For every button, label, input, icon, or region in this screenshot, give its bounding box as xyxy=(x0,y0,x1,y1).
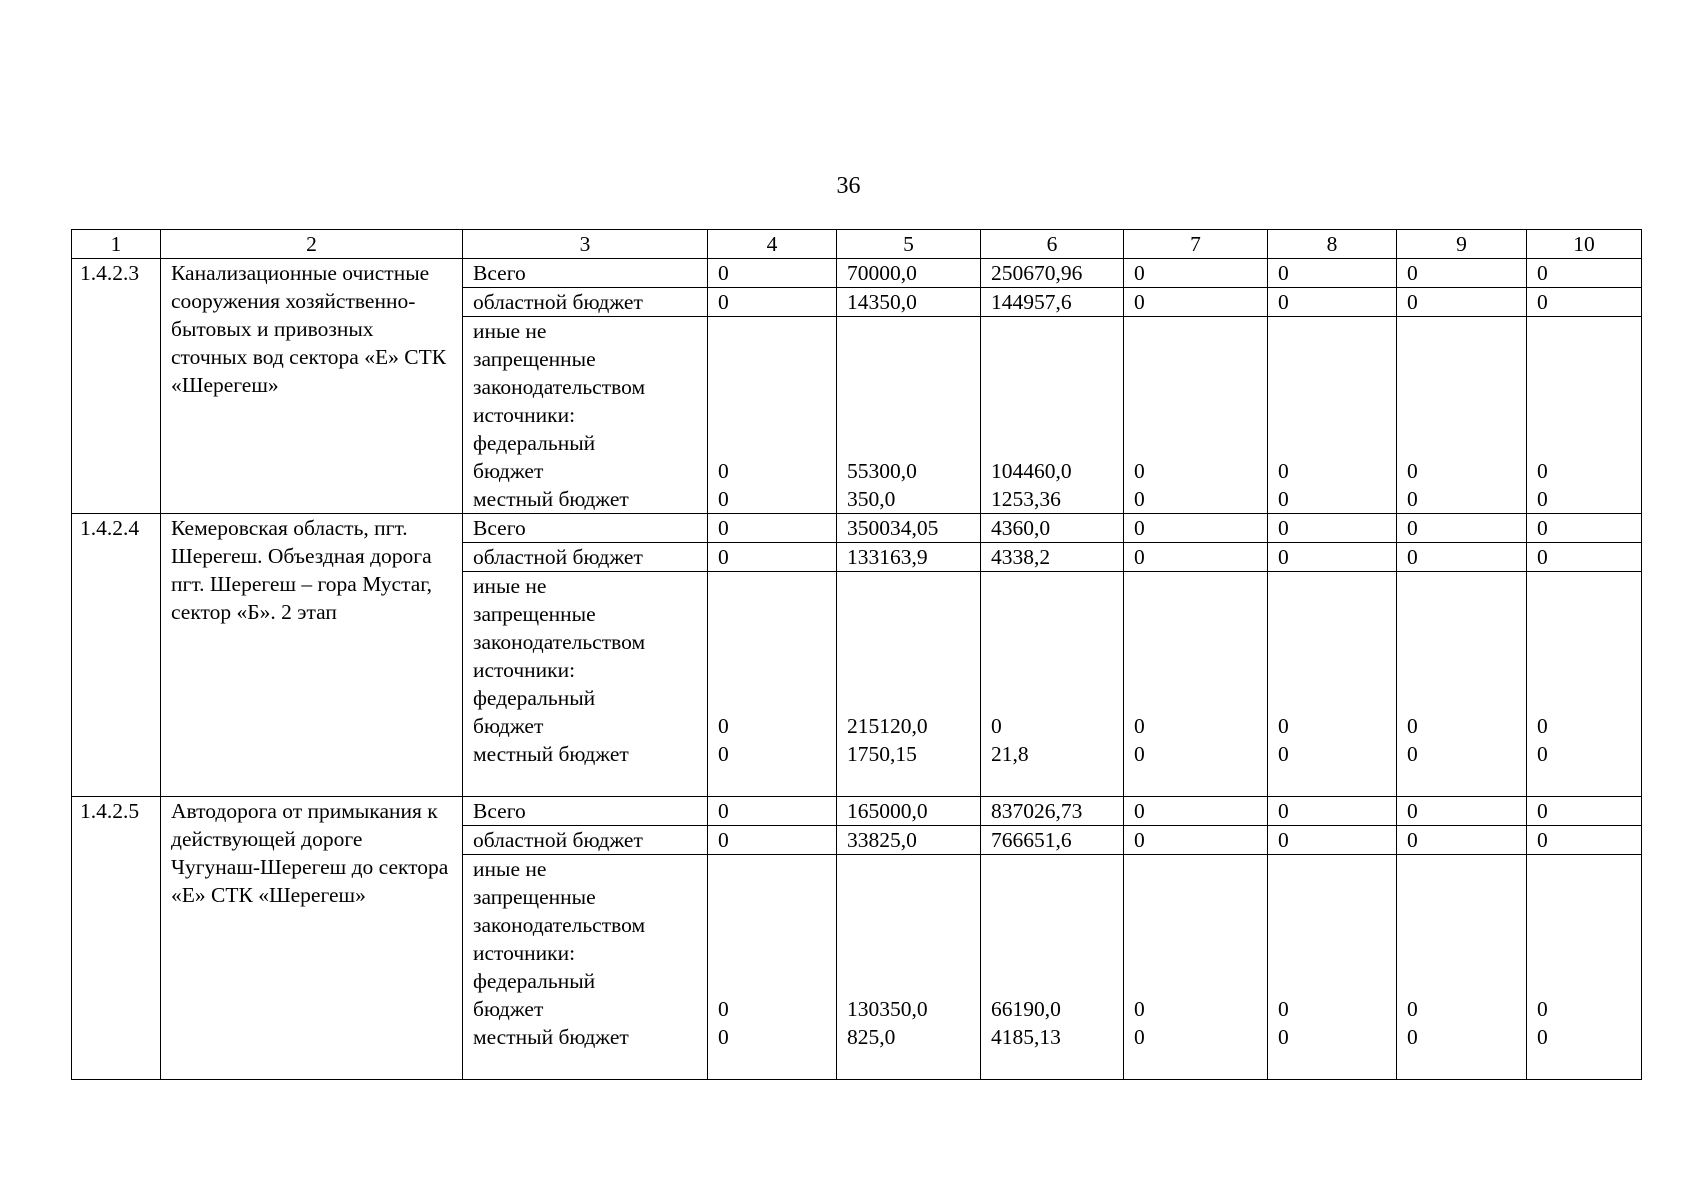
total-row xyxy=(72,514,1642,543)
blank-line xyxy=(1134,1051,1257,1079)
source-label-line: местный бюджет xyxy=(473,487,629,511)
value-cell: 0 xyxy=(1268,826,1397,855)
blank-line xyxy=(1134,429,1257,457)
blank-line xyxy=(1407,1051,1516,1079)
value-cell: 0 xyxy=(1268,259,1397,288)
federal-value: 55300,0 xyxy=(847,459,917,483)
blank-line xyxy=(991,429,1113,457)
source-label-line: законодательством xyxy=(473,913,646,937)
value-cell: 0 xyxy=(1124,543,1268,572)
blank-line xyxy=(1537,572,1631,600)
blank-line xyxy=(1407,967,1516,995)
blank-line xyxy=(1407,684,1516,712)
blank-line xyxy=(1407,939,1516,967)
value-cell: 165000,0 xyxy=(837,797,981,826)
blank-line xyxy=(718,939,826,967)
blank-line xyxy=(991,401,1113,429)
source-label-line: бюджет xyxy=(473,459,544,483)
blank-line xyxy=(991,345,1113,373)
blank-line xyxy=(1278,768,1386,796)
item-code: 1.4.2.3 xyxy=(72,259,161,514)
value-cell: 0 xyxy=(1124,826,1268,855)
blank-line xyxy=(718,572,826,600)
value-cell: 0 xyxy=(708,543,837,572)
blank-line xyxy=(1537,656,1631,684)
federal-value: 0 xyxy=(1134,459,1145,483)
blank-line xyxy=(991,883,1113,911)
blank-line xyxy=(1537,628,1631,656)
blank-line xyxy=(718,628,826,656)
value-cell: 144957,6 xyxy=(981,288,1124,317)
source-label-line: источники: xyxy=(473,658,576,682)
source-label-line: местный бюджет xyxy=(473,742,629,766)
value-cell: 0 xyxy=(1527,288,1642,317)
blank-line xyxy=(1407,600,1516,628)
blank-line xyxy=(1537,883,1631,911)
value-cell: 0 xyxy=(708,826,837,855)
value-cell xyxy=(1397,317,1527,514)
blank-line xyxy=(718,911,826,939)
blank-line xyxy=(718,883,826,911)
item-name: Канализационные очистные сооружения хозяйственно-бытовых и привозных сточных вод сектора «Е» СТК «Шерегеш» xyxy=(161,259,463,514)
value-cell xyxy=(708,855,837,1080)
local-value: 4185,13 xyxy=(991,1025,1061,1049)
federal-value: 0 xyxy=(1278,997,1289,1021)
blank-line xyxy=(1537,373,1631,401)
header-cell: 1 xyxy=(72,230,161,259)
federal-value: 130350,0 xyxy=(847,997,928,1021)
local-value: 0 xyxy=(1278,742,1289,766)
header-cell: 4 xyxy=(708,230,837,259)
value-cell: 0 xyxy=(1397,826,1527,855)
blank-line xyxy=(991,572,1113,600)
blank-line xyxy=(991,656,1113,684)
header-cell: 8 xyxy=(1268,230,1397,259)
blank-line xyxy=(1134,656,1257,684)
federal-value: 0 xyxy=(1537,459,1548,483)
blank-line xyxy=(1278,939,1386,967)
blank-line xyxy=(1134,967,1257,995)
blank-line xyxy=(1537,967,1631,995)
value-cell: 0 xyxy=(1527,797,1642,826)
blank-line xyxy=(1278,401,1386,429)
value-cell: 14350,0 xyxy=(837,288,981,317)
value-cell xyxy=(1124,855,1268,1080)
blank-line xyxy=(718,967,826,995)
source-label: Всего xyxy=(463,797,708,826)
source-label-line: иные не xyxy=(473,319,547,343)
value-cell: 0 xyxy=(1268,514,1397,543)
blank-line xyxy=(847,401,970,429)
blank-line xyxy=(718,684,826,712)
source-label-line: законодательством xyxy=(473,375,646,399)
local-value: 0 xyxy=(718,487,729,511)
blank-line xyxy=(991,628,1113,656)
blank-line xyxy=(847,572,970,600)
blank-line xyxy=(847,883,970,911)
blank-line xyxy=(847,967,970,995)
value-cell: 4338,2 xyxy=(981,543,1124,572)
source-label-line: бюджет xyxy=(473,714,544,738)
header-cell: 10 xyxy=(1527,230,1642,259)
table-body xyxy=(72,230,1642,1080)
source-label-line: иные не xyxy=(473,857,547,881)
source-label-line: иные не xyxy=(473,574,547,598)
blank-line xyxy=(1537,684,1631,712)
blank-line xyxy=(1278,429,1386,457)
blank-line xyxy=(847,684,970,712)
value-cell xyxy=(981,855,1124,1080)
value-cell: 0 xyxy=(708,288,837,317)
value-cell: 0 xyxy=(1527,826,1642,855)
blank-line xyxy=(1134,628,1257,656)
federal-value: 215120,0 xyxy=(847,714,928,738)
value-cell xyxy=(837,855,981,1080)
blank-line xyxy=(847,911,970,939)
federal-value: 0 xyxy=(1407,997,1418,1021)
blank-line xyxy=(1278,345,1386,373)
blank-line xyxy=(1278,967,1386,995)
blank-line xyxy=(1537,401,1631,429)
source-label: областной бюджет xyxy=(463,826,708,855)
blank-line xyxy=(1278,317,1386,345)
local-value: 0 xyxy=(1278,1025,1289,1049)
source-label-line: бюджет xyxy=(473,997,544,1021)
item-code: 1.4.2.5 xyxy=(72,797,161,1080)
federal-value: 0 xyxy=(1537,997,1548,1021)
federal-value: 0 xyxy=(718,714,729,738)
blank-line xyxy=(1134,401,1257,429)
value-cell: 0 xyxy=(1268,288,1397,317)
federal-value: 66190,0 xyxy=(991,997,1061,1021)
source-label: областной бюджет xyxy=(463,288,708,317)
blank-line xyxy=(1407,572,1516,600)
blank-line xyxy=(991,373,1113,401)
value-cell: 0 xyxy=(1268,543,1397,572)
value-cell xyxy=(1268,855,1397,1080)
blank-line xyxy=(991,967,1113,995)
value-cell: 837026,73 xyxy=(981,797,1124,826)
value-cell xyxy=(708,317,837,514)
source-label xyxy=(463,317,708,514)
blank-line xyxy=(1407,317,1516,345)
item-code: 1.4.2.4 xyxy=(72,514,161,797)
local-value: 0 xyxy=(1537,1025,1548,1049)
blank-line xyxy=(1407,401,1516,429)
value-cell: 0 xyxy=(1124,797,1268,826)
value-cell: 0 xyxy=(1397,259,1527,288)
blank-line xyxy=(1407,911,1516,939)
blank-line xyxy=(1278,855,1386,883)
value-cell: 0 xyxy=(1527,259,1642,288)
blank-line xyxy=(847,656,970,684)
value-cell: 0 xyxy=(708,797,837,826)
source-label-line: местный бюджет xyxy=(473,1025,629,1049)
blank-line xyxy=(1407,628,1516,656)
federal-value: 0 xyxy=(718,459,729,483)
value-cell: 4360,0 xyxy=(981,514,1124,543)
blank-line xyxy=(1134,317,1257,345)
local-value: 21,8 xyxy=(991,742,1029,766)
federal-value: 0 xyxy=(1537,714,1548,738)
header-cell: 7 xyxy=(1124,230,1268,259)
value-cell: 0 xyxy=(1397,514,1527,543)
blank-line xyxy=(1134,768,1257,796)
value-cell: 0 xyxy=(1124,288,1268,317)
source-label-line: источники: xyxy=(473,403,576,427)
value-cell: 0 xyxy=(1124,514,1268,543)
blank-line xyxy=(1407,855,1516,883)
value-cell xyxy=(1124,317,1268,514)
page-number: 36 xyxy=(836,173,861,199)
blank-line xyxy=(847,600,970,628)
local-value: 0 xyxy=(1134,1025,1145,1049)
value-cell: 133163,9 xyxy=(837,543,981,572)
blank-line xyxy=(1134,939,1257,967)
blank-line xyxy=(1407,429,1516,457)
blank-line xyxy=(1134,911,1257,939)
blank-line xyxy=(1278,628,1386,656)
blank-line xyxy=(1537,1051,1631,1079)
source-label-line: федеральный xyxy=(473,686,596,710)
blank-line xyxy=(847,1051,970,1079)
local-value: 0 xyxy=(718,1025,729,1049)
source-label xyxy=(463,855,708,1080)
header-cell: 3 xyxy=(463,230,708,259)
local-value: 0 xyxy=(1278,487,1289,511)
blank-line xyxy=(1134,345,1257,373)
header-cell: 6 xyxy=(981,230,1124,259)
value-cell xyxy=(1527,317,1642,514)
blank-line xyxy=(718,855,826,883)
header-cell: 9 xyxy=(1397,230,1527,259)
blank-line xyxy=(1134,684,1257,712)
blank-line xyxy=(718,345,826,373)
blank-line xyxy=(718,656,826,684)
blank-line xyxy=(1407,656,1516,684)
value-cell xyxy=(1268,317,1397,514)
blank-line xyxy=(847,855,970,883)
blank-line xyxy=(1537,317,1631,345)
local-value: 0 xyxy=(1134,742,1145,766)
federal-value: 0 xyxy=(1134,997,1145,1021)
value-cell: 0 xyxy=(708,259,837,288)
blank-line xyxy=(718,1051,826,1079)
blank-line xyxy=(1278,600,1386,628)
blank-line xyxy=(1537,855,1631,883)
blank-line xyxy=(991,768,1113,796)
value-cell: 0 xyxy=(708,514,837,543)
blank-line xyxy=(1134,883,1257,911)
blank-line xyxy=(1278,656,1386,684)
blank-line xyxy=(718,768,826,796)
value-cell: 0 xyxy=(1124,259,1268,288)
local-value: 0 xyxy=(1537,487,1548,511)
source-label xyxy=(463,572,708,797)
blank-line xyxy=(718,401,826,429)
source-label-line: запрещенные xyxy=(473,885,596,909)
local-value: 0 xyxy=(1537,742,1548,766)
value-cell: 0 xyxy=(1268,797,1397,826)
value-cell: 0 xyxy=(1527,514,1642,543)
blank-line xyxy=(991,684,1113,712)
source-label-line: запрещенные xyxy=(473,347,596,371)
budget-table xyxy=(71,229,1642,1080)
value-cell: 350034,05 xyxy=(837,514,981,543)
federal-value: 0 xyxy=(1407,714,1418,738)
source-label-line: запрещенные xyxy=(473,602,596,626)
value-cell xyxy=(1397,855,1527,1080)
value-cell: 33825,0 xyxy=(837,826,981,855)
local-value: 0 xyxy=(1407,1025,1418,1049)
value-cell xyxy=(708,572,837,797)
blank-line xyxy=(473,768,697,796)
local-value: 0 xyxy=(1407,742,1418,766)
value-cell xyxy=(837,317,981,514)
total-row xyxy=(72,797,1642,826)
local-value: 825,0 xyxy=(847,1025,896,1049)
blank-line xyxy=(847,373,970,401)
blank-line xyxy=(1278,684,1386,712)
blank-line xyxy=(1278,883,1386,911)
federal-value: 0 xyxy=(718,997,729,1021)
value-cell: 0 xyxy=(1397,797,1527,826)
blank-line xyxy=(1407,768,1516,796)
value-cell xyxy=(981,317,1124,514)
blank-line xyxy=(1407,883,1516,911)
blank-line xyxy=(1134,373,1257,401)
local-value: 350,0 xyxy=(847,487,896,511)
value-cell xyxy=(1527,572,1642,797)
blank-line xyxy=(718,373,826,401)
value-cell: 250670,96 xyxy=(981,259,1124,288)
blank-line xyxy=(991,317,1113,345)
blank-line xyxy=(718,317,826,345)
federal-value: 0 xyxy=(1278,459,1289,483)
value-cell xyxy=(837,572,981,797)
federal-value: 0 xyxy=(991,714,1002,738)
source-label: Всего xyxy=(463,259,708,288)
value-cell xyxy=(1124,572,1268,797)
local-value: 0 xyxy=(1134,487,1145,511)
federal-value: 0 xyxy=(1407,459,1418,483)
value-cell: 70000,0 xyxy=(837,259,981,288)
item-name: Кемеровская область, пгт. Шерегеш. Объездная дорога пгт. Шерегеш – гора Мустаг, сектор «Б». 2 этап xyxy=(161,514,463,797)
source-label-line: федеральный xyxy=(473,431,596,455)
blank-line xyxy=(847,939,970,967)
blank-line xyxy=(1278,911,1386,939)
local-value: 1253,36 xyxy=(991,487,1061,511)
blank-line xyxy=(991,911,1113,939)
blank-line xyxy=(1537,911,1631,939)
value-cell xyxy=(1527,855,1642,1080)
blank-line xyxy=(1278,373,1386,401)
item-name: Автодорога от примыкания к действующей дороге Чугунаш-Шерегеш до сектора «Е» СТК «Шерегеш» xyxy=(161,797,463,1080)
blank-line xyxy=(847,317,970,345)
header-cell: 2 xyxy=(161,230,463,259)
blank-line xyxy=(718,429,826,457)
value-cell: 0 xyxy=(1397,543,1527,572)
local-value: 0 xyxy=(1407,487,1418,511)
blank-line xyxy=(991,855,1113,883)
blank-line xyxy=(1537,939,1631,967)
federal-value: 0 xyxy=(1278,714,1289,738)
source-label-line: законодательством xyxy=(473,630,646,654)
value-cell: 0 xyxy=(1397,288,1527,317)
blank-line xyxy=(1537,429,1631,457)
source-label-line: источники: xyxy=(473,941,576,965)
source-label-line: федеральный xyxy=(473,969,596,993)
total-row xyxy=(72,259,1642,288)
value-cell xyxy=(981,572,1124,797)
blank-line xyxy=(1537,768,1631,796)
blank-line xyxy=(1407,345,1516,373)
value-cell: 766651,6 xyxy=(981,826,1124,855)
blank-line xyxy=(991,939,1113,967)
blank-line xyxy=(991,1051,1113,1079)
value-cell xyxy=(1397,572,1527,797)
blank-line xyxy=(473,1051,697,1079)
blank-line xyxy=(991,600,1113,628)
blank-line xyxy=(1134,572,1257,600)
blank-line xyxy=(1134,855,1257,883)
local-value: 0 xyxy=(718,742,729,766)
value-cell: 0 xyxy=(1527,543,1642,572)
blank-line xyxy=(1278,572,1386,600)
blank-line xyxy=(1278,1051,1386,1079)
blank-line xyxy=(1537,345,1631,373)
blank-line xyxy=(1407,373,1516,401)
blank-line xyxy=(718,600,826,628)
federal-value: 0 xyxy=(1134,714,1145,738)
blank-line xyxy=(1537,600,1631,628)
blank-line xyxy=(847,429,970,457)
blank-line xyxy=(847,768,970,796)
blank-line xyxy=(1134,600,1257,628)
value-cell xyxy=(1268,572,1397,797)
header-cell: 5 xyxy=(837,230,981,259)
local-value: 1750,15 xyxy=(847,742,917,766)
federal-value: 104460,0 xyxy=(991,459,1072,483)
source-label: Всего xyxy=(463,514,708,543)
column-number-row xyxy=(72,230,1642,259)
source-label: областной бюджет xyxy=(463,543,708,572)
blank-line xyxy=(847,345,970,373)
blank-line xyxy=(847,628,970,656)
